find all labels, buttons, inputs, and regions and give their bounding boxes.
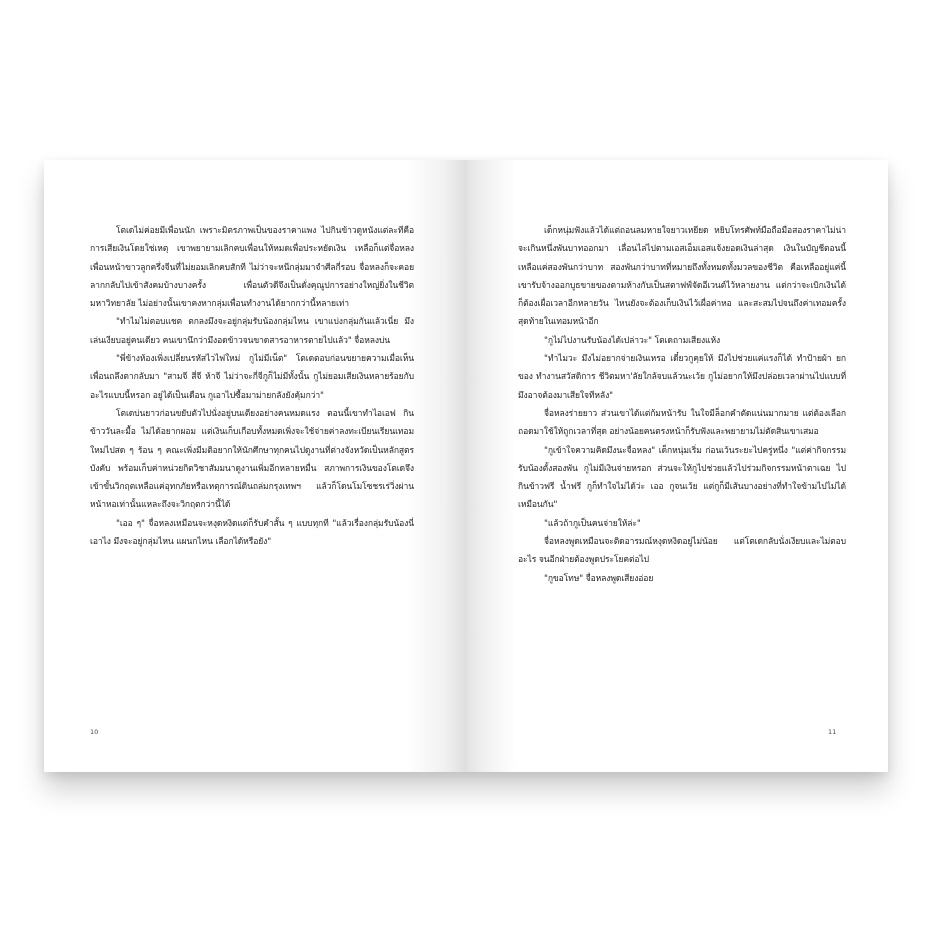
paragraph: "กูเข้าใจความคิดมึงนะจื่อหลง" เด็กหนุ่มเริ่ม ก่อนเว้นระยะไปครู่หนึ่ง "แต่ค่ากิจกรรมรับน้องตั้งสองพัน กูไม่มีเงินจ่ายหรอก ส่วนจะให้กูไปช่วยแล้วไปร่วมกิจกรรมหน้าตาเฉย ไปกินข้าวฟรี น้ำฟรี กูก็ทำใจไม่ได้ว่ะ เออ กูจนเว้ย แต่กูก็มีเส้นบางอย่างที่ทำใจข้ามไปไม่ได้เหมือนกัน" [518,445,846,511]
page-number: 11 [828,728,837,736]
paragraph: "ทำไมวะ มึงไม่อยากจ่ายเงินเหรอ เดี๋ยวกูคุยให้ มึงไปช่วยแค่แรงก็ได้ ทำป้ายผ้า ยกของ ทำงานสวัสดิการ ชีวิตมหา'ลัยใกล้จบแล้วนะเว้ย กูไม่อยากให้มึงปล่อยเวลาผ่านไปแบบที่มึงอาจต้องมาเสียใจทีหลัง" [518,354,846,401]
left-page [44,160,466,772]
paragraph: "เออ ๆ" จื่อหลงเหมือนจะหงุดหงิดแต่ก็รับคำสั้น ๆ แบบทุกที "แล้วเรื่องกลุ่มรับน้องนี่เอาไง มึงจะอยู่กลุ่มไหน แผนกไหน เลือกได้หรือยัง" [90,518,414,548]
paragraph: "กูขอโทษ" จื่อหลงพูดเสียงอ่อย [544,573,654,584]
right-page-text [518,222,846,588]
paragraph: จื่อหลงพูดเหมือนจะติดอารมณ์หงุดหงิดอยู่ไม่น้อย แต่โตเดกลับนั่งเงียบและไม่ตอบอะไร จนอีกฝ่ายต้องพูดประโยคต่อไป [518,537,846,566]
open-book [44,160,888,772]
paragraph: "กูไม่ไปงานรับน้องได้เปล่าวะ" โตเดถามเสียงแห้ง [544,335,721,346]
paragraph: โตเดบ่นยาวก่อนขยับตัวไปนั่งอยู่บนเตียงอย่างคนหมดแรง ตอนนี้เขาทำไอเอฟ กินข้าววันละมื้อ ไม่ได้อยากผอม แต่เงินเก็บเกือบทั้งหมดเพิ่งจะใช้จ่ายค่าลงทะเบียนเรียนเทอมใหม่ไปสด ๆ ร้อน ๆ คณะเพิ่งมีมติอยากให้นักศึกษาทุกคนไปดูงานที่ต่างจังหวัดเป็นหลักสูตรบังคับ พร้อมเก็บค่าหน่วยกิตวิชาสัมมนาดูงานเพิ่มอีกหลายหมื่น สภาพการเงินของโตเดจึงเข้าขั้นวิกฤตเหลือแค่อุทกภัยหรือเหตุการณ์ดินถล่มกรุงเทพฯ แล้วก็โดนโมโซชรเร่วิ่งผ่านหน้าหอเท่านั้นแหละถึงจะวิกฤตกว่านี้ได้ [90,408,414,511]
page-number: 10 [90,728,99,736]
right-page [466,160,888,772]
paragraph: โตเดไม่ค่อยมีเพื่อนนัก เพราะมิตรภาพเป็นของราคาแพง ไปกินข้าวดูหนังแต่ละทีคือการเสียเงินโดยใช่เหตุ เขาพยายามเลิกคบเพื่อนให้หมดเพื่อประหยัดเงิน เหลือก็แต่จื่อหลง เพื่อนหน้าขาวลูกครึ่งจีนที่ไม่ยอมเลิกคบสักที ไม่ว่าจะหนีกลุ่มมาจำศีลกี่รอบ จื่อหลงก็จะคอยลากกลับไปเข้าสังคมบ้างบางครั้ง เพื่อนตัวดีจึงเป็นดั่งคุณูปการอย่างใหญ่ยิ่งในชีวิตมหาวิทยาลัย ไม่อย่างนั้นเขาคงหากลุ่มเพื่อนทำงานได้ยากกว่านี้หลายเท่า [90,226,414,310]
left-page-text [90,222,414,551]
paragraph: เด็กหนุ่มฟังแล้วได้แต่ถอนลมหายใจยาวเหยียด หยิบโทรศัพท์มือถือมือสองราคาไม่น่าจะเกินหนึ่งพันบาทออกมา เลื่อนไล่ไปตามเอสเอ็มเอสแจ้งยอดเงินล่าสุด เงินในบัญชีตอนนี้เหลือแค่สองพันกว่าบาท สองพันกว่าบาทที่หมายถึงทั้งหมดทั้งมวลของชีวิต คือเหลืออยู่แค่นี้ เขารับจ้างออกบูธขายของตามห้างกับเป็นสตาฟฟ์จัดอีเวนต์ไว้หลายงาน แต่กว่าจะเบิกเงินได้ก็ต้องเผื่อเวลาอีกหลายวัน ไหนยังจะต้องเก็บเงินไว้เผื่อค่าหอ และสะสมไปจนถึงค่าเทอมครั้งสุดท้ายในเทอมหน้าอีก [518,226,846,328]
paragraph: "ทำไมไม่ตอบแชต ตกลงมึงจะอยู่กลุ่มรับน้องกลุ่มไหน เขาแบ่งกลุ่มกันแล้วเนี่ย มึงเล่นเงียบอยู่คนเดียว คนเขานึกว่ามึงอดข้าวจนขาดสารอาหารตายไปแล้ว" จื่อหลงบ่น [90,317,414,346]
paragraph: "พี่ข้างห้องเพิ่งเปลี่ยนรหัสไวไฟใหม่ กูไม่มีเน็ต" โตเดตอบก่อนขยายความเมื่อเห็นเพื่อนถลึงตากลับมา "สามจี สี่จี ห้าจี ไม่ว่าจะกี่จีกูก็ไม่มีทั้งนั้น กูไม่ยอมเสียเงินหลายร้อยกับอะไรแบบนี้หรอก อยู่ได้เป็นเดือน กูเอาไปซื้อมาม่ายกลังยังคุ้มกว่า" [90,354,414,401]
paragraph: จื่อหลงร่ายยาว ส่วนเขาได้แต่ก้มหน้ารับ ในใจมีล็อกคำตัดแน่นมากมาย แต่ต้องเลือกถอดมาใช้ให้ถูกเวลาที่สุด อย่างน้อยคนตรงหน้าก็รับฟังและพยายามไม่ตัดสินเขาเสมอ [518,408,846,438]
paragraph: "แล้วถ้ากูเป็นคนจ่ายให้ล่ะ" [544,518,641,529]
